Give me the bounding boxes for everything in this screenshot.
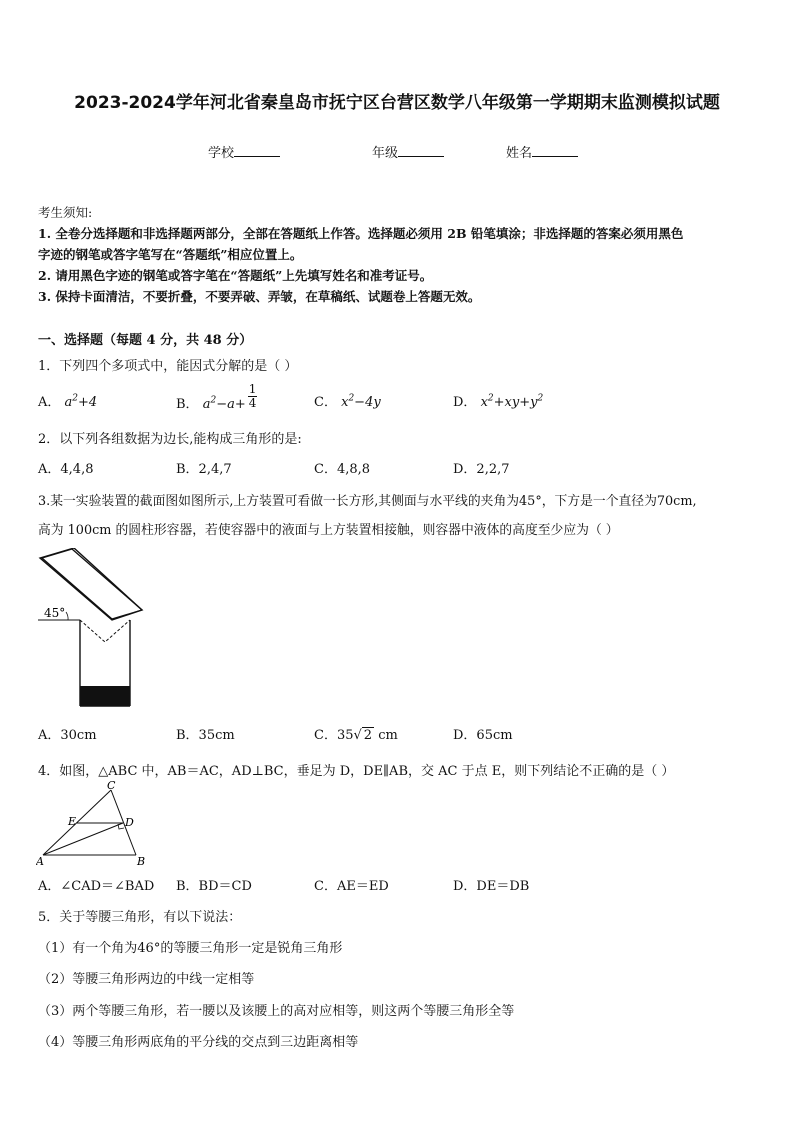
q1-option-a-label: A． — [38, 395, 61, 410]
dashed-corner — [80, 620, 130, 642]
name-field[interactable] — [506, 142, 578, 161]
notice-item-1-line-1: 1. 全卷分选择题和非选择题两部分，全部在答题纸上作答。选择题必须用 2B 铅笔填涂；非选择题的答案必须用黑色 — [38, 226, 684, 241]
label-e: E — [68, 815, 77, 828]
q1-option-c-label: C． — [314, 395, 337, 410]
q1-option-d-expr: $x^2+xy+y^2$ — [480, 393, 544, 410]
q3-option-d[interactable]: D．65cm — [453, 728, 513, 743]
q3-option-a[interactable]: A．30cm — [38, 728, 97, 743]
q2-option-d[interactable]: D．2,2,7 — [453, 462, 510, 477]
q1-option-a[interactable] — [38, 391, 97, 410]
q4-option-c[interactable]: C．AE＝ED — [314, 879, 389, 894]
notice-item-1-line-2: 字迹的钢笔或答字笔写在“答题纸”相应位置上。 — [38, 247, 303, 262]
q1-option-b-fraction: $\frac{1}{4}$ — [248, 382, 257, 410]
label-a: A — [36, 855, 44, 868]
q2-option-a[interactable]: A．4,4,8 — [38, 462, 94, 477]
q1-stem: 1．下列四个多项式中，能因式分解的是（ ） — [38, 359, 298, 374]
q3-option-b[interactable]: B．35cm — [176, 728, 235, 743]
q3-figure — [38, 548, 148, 708]
section-1-heading: 一、选择题（每题 4 分，共 48 分） — [38, 333, 253, 348]
school-field[interactable] — [208, 142, 280, 161]
angle-arc — [66, 612, 68, 620]
q5-statement-4: （4）等腰三角形两底角的平分线的交点到三边距离相等 — [38, 1035, 359, 1050]
label-c: C — [107, 780, 116, 792]
name-blank[interactable] — [532, 144, 578, 157]
notice-item-3: 3. 保持卡面清洁，不要折叠，不要弄破、弄皱，在草稿纸、试题卷上答题无效。 — [38, 289, 481, 304]
label-b: B — [137, 855, 146, 868]
q3-line-2: 高为 100cm 的圆柱形容器，若使容器中的液面与上方装置相接触，则容器中液体的高度至少应为（ ） — [38, 523, 619, 538]
q1-option-b-expr: $a^2-a+$ — [202, 395, 246, 412]
q1-option-d[interactable] — [453, 391, 543, 410]
angle-label: 45° — [44, 606, 66, 620]
q3-line-1: 3.某一实验装置的截面图如图所示,上方装置可看做一长方形,其侧面与水平线的夹角为45°，下方是一个直径为70cm, — [38, 494, 697, 509]
notice-item-2: 2. 请用黑色字迹的钢笔或答字笔在“答题纸”上先填写姓名和准考证号。 — [38, 268, 433, 283]
q3-option-c-label: C．35 — [314, 728, 354, 743]
segment-ad — [43, 823, 123, 855]
name-label: 姓名 — [506, 146, 533, 161]
school-label: 学校 — [208, 146, 235, 161]
q3-option-c-radicand: 2 — [363, 728, 373, 743]
q2-option-b[interactable]: B．2,4,7 — [176, 462, 232, 477]
q2-option-c[interactable]: C．4,8,8 — [314, 462, 371, 477]
q1-option-c[interactable] — [314, 391, 381, 410]
sqrt-sign: √ — [353, 728, 362, 743]
q4-option-d[interactable]: D．DE＝DB — [453, 879, 530, 894]
q1-option-c-expr: $x^2-4y$ — [341, 393, 381, 410]
school-blank[interactable] — [234, 144, 280, 157]
q3-option-c-unit: cm — [374, 728, 398, 743]
q1-option-b[interactable] — [176, 380, 259, 416]
grade-label: 年级 — [372, 146, 399, 161]
notice-heading: 考生须知: — [38, 205, 93, 220]
q5-statement-1: （1）有一个角为46°的等腰三角形一定是锐角三角形 — [38, 941, 343, 956]
q1-option-d-label: D． — [453, 395, 477, 410]
q5-statement-2: （2）等腰三角形两边的中线一定相等 — [38, 972, 255, 987]
page-title: 2023-2024学年河北省秦皇岛市抚宁区台营区数学八年级第一学期期末监测模拟试题 — [74, 93, 720, 113]
q4-figure — [36, 780, 148, 868]
grade-field[interactable] — [372, 142, 444, 161]
label-d: D — [125, 816, 134, 829]
grade-blank[interactable] — [398, 144, 444, 157]
q3-option-c[interactable] — [314, 724, 398, 743]
q5-stem: 5．关于等腰三角形，有以下说法： — [38, 910, 242, 925]
q4-option-a[interactable]: A．∠CAD＝∠BAD — [38, 879, 155, 894]
liquid-fill — [80, 686, 130, 706]
q4-stem: 4．如图，△ABC 中，AB＝AC，AD⊥BC，垂足为 D，DE∥AB，交 AC 于点 E，则下列结论不正确的是（ ） — [38, 764, 675, 779]
q1-option-a-expr: $a^2+4$ — [64, 393, 98, 410]
q5-statement-3: （3）两个等腰三角形，若一腰以及该腰上的高对应相等，则这两个等腰三角形全等 — [38, 1004, 515, 1019]
q1-option-b-label: B． — [176, 397, 199, 412]
q2-stem: 2．以下列各组数据为边长,能构成三角形的是: — [38, 432, 302, 447]
q4-option-b[interactable]: B．BD＝CD — [176, 879, 252, 894]
